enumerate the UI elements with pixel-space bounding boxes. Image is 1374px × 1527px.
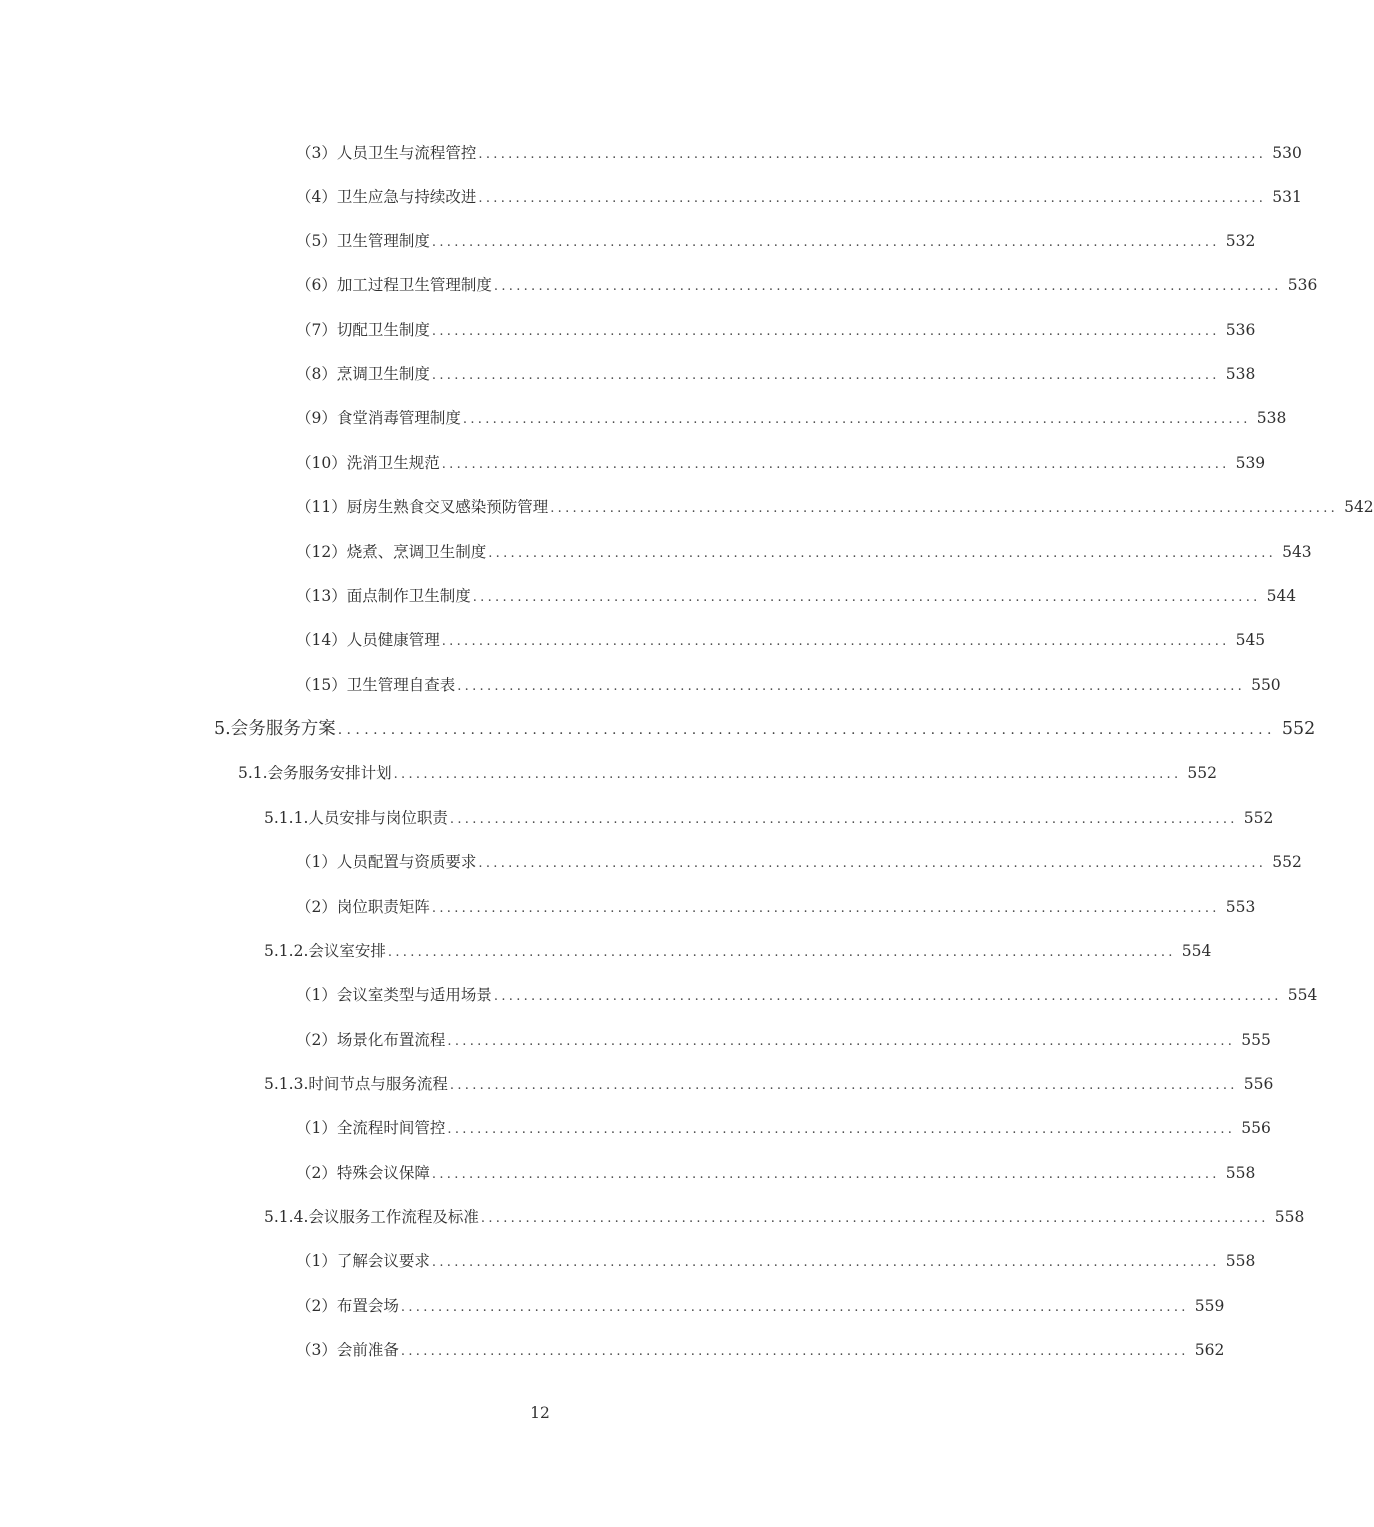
dot-leader: .......................................................................................................... <box>449 812 1238 827</box>
toc-entry-page: 536 <box>1287 276 1318 294</box>
toc-entry[interactable] <box>296 405 1287 431</box>
toc-entry-title: 厨房生熟食交叉感染预防管理 <box>346 498 549 516</box>
toc-entry[interactable] <box>296 672 1281 698</box>
dot-leader: .......................................................................................................... <box>431 1255 1220 1270</box>
toc-entry-page: 562 <box>1194 1341 1225 1359</box>
toc-entry[interactable] <box>296 228 1256 254</box>
toc-entry-page: 550 <box>1251 676 1281 694</box>
toc-entry-number: （2） <box>296 1164 337 1182</box>
dot-leader: .......................................................................................................... <box>400 1344 1189 1359</box>
toc-entry-title: 加工过程卫生管理制度 <box>336 276 492 294</box>
toc-entry-number: 5.1.2. <box>264 942 309 960</box>
toc-entry-page: 554 <box>1181 942 1212 960</box>
toc-entry-number: （3） <box>296 1341 337 1359</box>
toc-entry-page: 558 <box>1225 1252 1256 1270</box>
page-number-footer: 12 <box>530 1404 550 1422</box>
toc-entry-page: 545 <box>1235 631 1266 649</box>
toc-entry-title: 人员健康管理 <box>346 631 440 649</box>
toc-entry-page: 536 <box>1225 321 1256 339</box>
dot-leader: .......................................................................................................... <box>550 501 1339 516</box>
toc-entry[interactable] <box>296 494 1374 520</box>
dot-leader: .......................................................................................................... <box>431 1167 1220 1182</box>
toc-entry[interactable] <box>296 317 1256 343</box>
dot-leader: .......................................................................................................... <box>462 412 1251 427</box>
toc-entry[interactable] <box>296 140 1302 166</box>
toc-entry-number: 5.1.4. <box>264 1208 309 1226</box>
toc-entry-title: 会前准备 <box>336 1341 399 1359</box>
toc-entry[interactable] <box>296 1337 1225 1363</box>
toc-entry-title: 全流程时间管控 <box>336 1119 446 1137</box>
toc-entry-title: 卫生应急与持续改进 <box>336 188 477 206</box>
toc-entry-number: 5.1.3. <box>264 1075 309 1093</box>
toc-entry[interactable] <box>296 627 1266 653</box>
toc-entry-title: 人员安排与岗位职责 <box>308 809 448 827</box>
toc-entry-page: 538 <box>1256 409 1287 427</box>
toc-entry-number: （6） <box>296 276 337 294</box>
toc-entry-page: 555 <box>1241 1031 1271 1049</box>
toc-entry-title: 会议室类型与适用场景 <box>336 986 492 1004</box>
toc-entry-page: 558 <box>1225 1164 1256 1182</box>
toc-entry-chapter[interactable] <box>214 716 1316 742</box>
toc-entry-number: （10） <box>296 454 347 472</box>
toc-entry-number: 5. <box>214 719 231 739</box>
toc-entry-page: 558 <box>1274 1208 1305 1226</box>
toc-entry-title: 时间节点与服务流程 <box>308 1075 448 1093</box>
toc-entry-page: 552 <box>1272 853 1302 871</box>
toc-entry-title: 洗消卫生规范 <box>346 454 440 472</box>
toc-entry-number: 5.1.1. <box>264 809 309 827</box>
toc-entry[interactable] <box>296 1160 1256 1186</box>
toc-entry[interactable] <box>296 1293 1225 1319</box>
dot-leader: .......................................................................................................... <box>337 722 1276 738</box>
toc-entry-page: 552 <box>1243 809 1274 827</box>
toc-entry-subsection[interactable] <box>264 938 1212 964</box>
dot-leader: .......................................................................................................... <box>493 279 1282 294</box>
dot-leader: .......................................................................................................... <box>478 191 1267 206</box>
dot-leader: .......................................................................................................... <box>431 368 1220 383</box>
toc-entry[interactable] <box>296 1115 1271 1141</box>
toc-entry-number: （8） <box>296 365 337 383</box>
toc-entry-number: （9） <box>296 409 337 427</box>
dot-leader: .......................................................................................................... <box>393 767 1182 782</box>
toc-entry-page: 559 <box>1194 1297 1225 1315</box>
toc-entry-number: （2） <box>296 898 337 916</box>
toc-entry[interactable] <box>296 450 1266 476</box>
toc-entry-title: 切配卫生制度 <box>336 321 430 339</box>
toc-entry[interactable] <box>296 583 1297 609</box>
toc-entry-number: （13） <box>296 587 347 605</box>
toc-entry-title: 人员配置与资质要求 <box>336 853 477 871</box>
dot-leader: .......................................................................................................... <box>488 546 1277 561</box>
toc-entry-title: 了解会议要求 <box>336 1252 430 1270</box>
toc-entry-title: 会议服务工作流程及标准 <box>308 1208 479 1226</box>
toc-entry-title: 烧煮、烹调卫生制度 <box>346 543 487 561</box>
toc-entry-page: 554 <box>1287 986 1318 1004</box>
toc-entry[interactable] <box>296 272 1318 298</box>
toc-entry-title: 卫生管理制度 <box>336 232 430 250</box>
toc-entry-number: （7） <box>296 321 337 339</box>
toc-entry-number: （2） <box>296 1297 337 1315</box>
dot-leader: .......................................................................................................... <box>387 945 1176 960</box>
toc-entry-number: （1） <box>296 1119 337 1137</box>
toc-entry-number: （5） <box>296 232 337 250</box>
toc-entry-number: （15） <box>296 676 347 694</box>
toc-entry-title: 会务服务安排计划 <box>267 764 392 782</box>
dot-leader: .......................................................................................................... <box>478 856 1267 871</box>
toc-entry[interactable] <box>296 894 1256 920</box>
toc-entry-page: 552 <box>1281 719 1316 739</box>
toc-entry-page: 553 <box>1225 898 1256 916</box>
toc-entry-subsection[interactable] <box>264 805 1274 831</box>
toc-entry-subsection[interactable] <box>264 1204 1305 1230</box>
toc-entry[interactable] <box>296 982 1318 1008</box>
toc-entry-page: 544 <box>1266 587 1297 605</box>
toc-entry-title: 岗位职责矩阵 <box>336 898 430 916</box>
toc-entry-section[interactable] <box>238 760 1218 786</box>
toc-entry-number: （14） <box>296 631 347 649</box>
toc-entry-title: 布置会场 <box>336 1297 399 1315</box>
toc-entry-title: 卫生管理自查表 <box>346 676 456 694</box>
dot-leader: .......................................................................................................... <box>400 1300 1189 1315</box>
toc-entry-page: 532 <box>1225 232 1256 250</box>
dot-leader: .......................................................................................................... <box>480 1211 1269 1226</box>
dot-leader: .......................................................................................................... <box>431 324 1220 339</box>
toc-entry[interactable] <box>296 1027 1271 1053</box>
toc-entry-number: （11） <box>296 498 347 516</box>
dot-leader: .......................................................................................................... <box>431 901 1220 916</box>
toc-entry-number: 5.1. <box>238 764 268 782</box>
toc-entry-subsection[interactable] <box>264 1071 1274 1097</box>
toc-entry-page: 539 <box>1235 454 1266 472</box>
dot-leader: .......................................................................................................... <box>457 679 1246 694</box>
toc-entry-title: 会务服务方案 <box>230 719 336 739</box>
toc-entry-number: （1） <box>296 986 337 1004</box>
toc-entry-title: 特殊会议保障 <box>336 1164 430 1182</box>
toc-entry[interactable] <box>296 184 1302 210</box>
toc-entry[interactable] <box>296 539 1312 565</box>
toc-entry[interactable] <box>296 1248 1256 1274</box>
dot-leader: .......................................................................................................... <box>447 1122 1236 1137</box>
toc-entry-page: 542 <box>1344 498 1374 516</box>
toc-entry-number: （1） <box>296 853 337 871</box>
toc-entry-number: （12） <box>296 543 347 561</box>
dot-leader: .......................................................................................................... <box>478 147 1267 162</box>
toc-entry-title: 场景化布置流程 <box>336 1031 446 1049</box>
toc-entry[interactable] <box>296 849 1302 875</box>
dot-leader: .......................................................................................................... <box>447 1034 1236 1049</box>
toc-entry-page: 531 <box>1272 188 1302 206</box>
toc-entry-number: （4） <box>296 188 337 206</box>
toc-entry-title: 人员卫生与流程管控 <box>336 144 477 162</box>
dot-leader: .......................................................................................................... <box>431 235 1220 250</box>
toc-entry-title: 烹调卫生制度 <box>336 365 430 383</box>
dot-leader: .......................................................................................................... <box>441 457 1230 472</box>
dot-leader: .......................................................................................................... <box>493 989 1282 1004</box>
toc-entry-page: 543 <box>1282 543 1312 561</box>
toc-entry-title: 会议室安排 <box>308 942 386 960</box>
dot-leader: .......................................................................................................... <box>472 590 1261 605</box>
toc-entry-title: 食堂消毒管理制度 <box>336 409 461 427</box>
toc-entry-page: 538 <box>1225 365 1256 383</box>
toc-entry-number: （1） <box>296 1252 337 1270</box>
toc-entry-title: 面点制作卫生制度 <box>346 587 471 605</box>
toc-entry-number: （3） <box>296 144 337 162</box>
dot-leader: .......................................................................................................... <box>441 634 1230 649</box>
toc-entry[interactable] <box>296 361 1256 387</box>
toc-entry-number: （2） <box>296 1031 337 1049</box>
toc-entry-page: 556 <box>1241 1119 1271 1137</box>
toc-entry-page: 530 <box>1272 144 1302 162</box>
dot-leader: .......................................................................................................... <box>449 1078 1238 1093</box>
toc-entry-page: 556 <box>1243 1075 1274 1093</box>
toc-entry-page: 552 <box>1187 764 1218 782</box>
